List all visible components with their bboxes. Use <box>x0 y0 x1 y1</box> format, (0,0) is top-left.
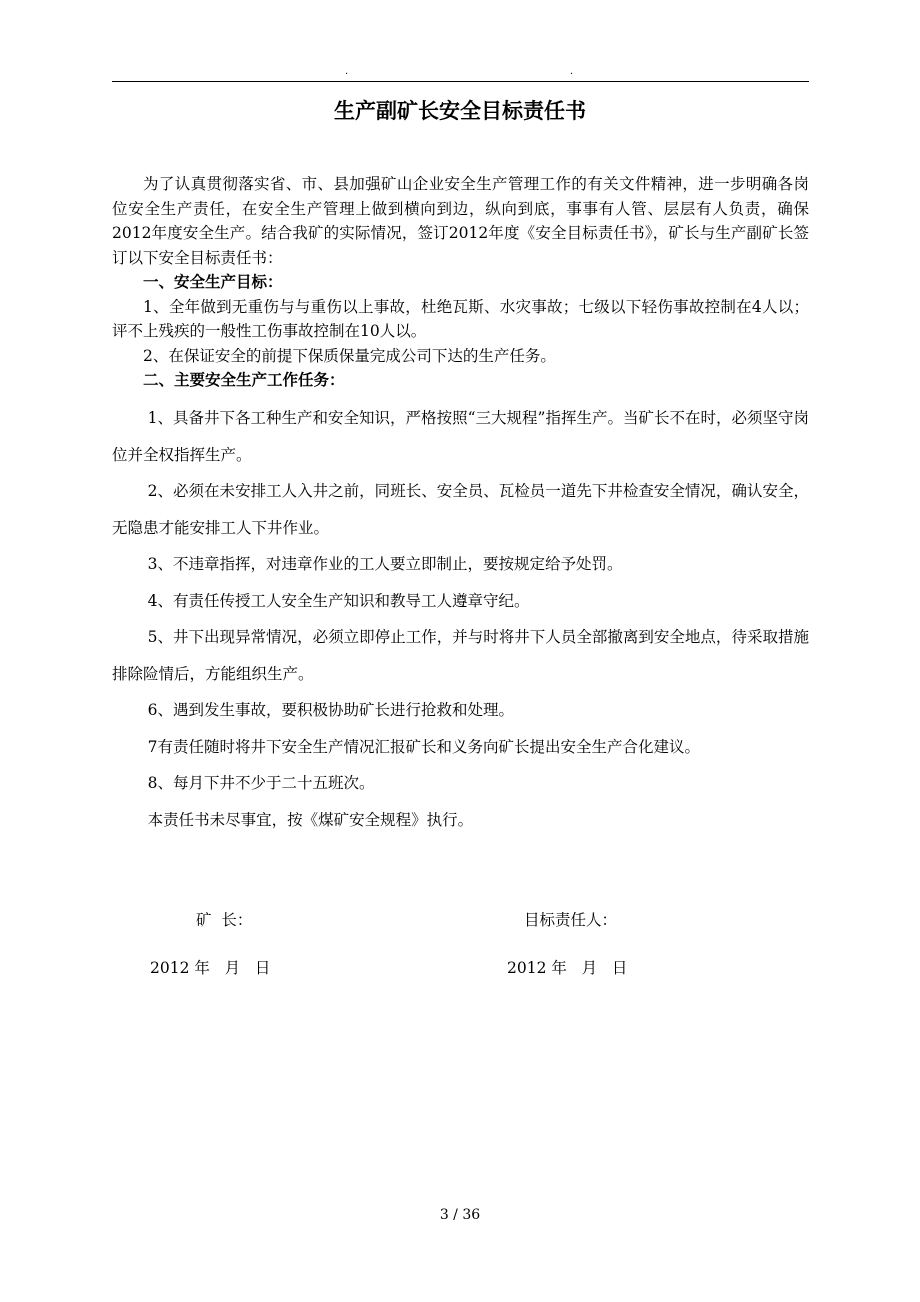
header-dot-left: . <box>345 66 349 77</box>
intro-paragraph: 为了认真贯彻落实省、市、县加强矿山企业安全生产管理工作的有关文件精神，进一步明确各岗位安全生产责任，在安全生产管理上做到横向到边，纵向到底，事事有人管、层层有人负责，确保2012年度安全生产。结合我矿的实际情况，签订2012年度《安全目标责任书》，矿长与生产副矿长签订以下安全目标责任书： <box>112 175 809 267</box>
signature-label-director: 矿 长： <box>196 911 253 929</box>
intro-section <box>112 172 809 270</box>
task-item-5: 5、井下出现异常情况，必须立即停止工作，并与时将井下人员全部撤离到安全地点，待采取措施排除险情后，方能组织生产。 <box>112 628 809 683</box>
task-item-4: 4、有责任传授工人安全生产知识和教导工人遵章守纪。 <box>147 591 530 610</box>
header-rule <box>112 81 809 82</box>
goal-item-2: 2、在保证安全的前提下保质保量完成公司下达的生产任务。 <box>143 346 556 365</box>
header-dot-right: . <box>570 66 574 77</box>
task-item-7: 7有责任随时将井下安全生产情况汇报矿长和义务向矿长提出安全生产合化建议。 <box>147 737 701 756</box>
goal-item-1: 1、全年做到无重伤与与重伤以上事故，杜绝瓦斯、水灾事故；七级以下轻伤事故控制在4人以；评不上残疾的一般性工伤事故控制在10人以。 <box>112 297 809 340</box>
task-item-1: 1、具备井下各工种生产和安全知识，严格按照“三大规程”指挥生产。当矿长不在时，必须坚守岗位并全权指挥生产。 <box>112 409 809 464</box>
section2-heading: 二、主要安全生产工作任务： <box>143 371 345 389</box>
task-item-6: 6、遇到发生事故，要积极协助矿长进行抢救和处理。 <box>147 701 515 719</box>
task-item-3: 3、不违章指挥，对违章作业的工人要立即制止，要按规定给予处罚。 <box>147 555 623 573</box>
page-number: 3 / 36 <box>439 1207 481 1223</box>
task-item-8: 8、每月下井不少于二十五班次。 <box>147 774 375 792</box>
signature-label-responsible: 目标责任人： <box>524 911 618 929</box>
signature-date-right: 2012 年 月 日 <box>507 959 628 977</box>
section1-heading: 一、安全生产目标： <box>143 273 283 291</box>
task-item-2: 2、必须在未安排工人入井之前，同班长、安全员、瓦检员一道先下井检查安全情况，确认安全，无隐患才能安排工人下井作业。 <box>112 482 809 537</box>
closing-note: 本责任书未尽事宜，按《煤矿安全规程》执行。 <box>147 810 474 829</box>
signature-date-left: 2012 年 月 日 <box>150 959 271 977</box>
tasks-section <box>112 400 809 838</box>
goals-section <box>112 270 809 393</box>
document-title: 生产副矿长安全目标责任书 <box>334 99 586 123</box>
